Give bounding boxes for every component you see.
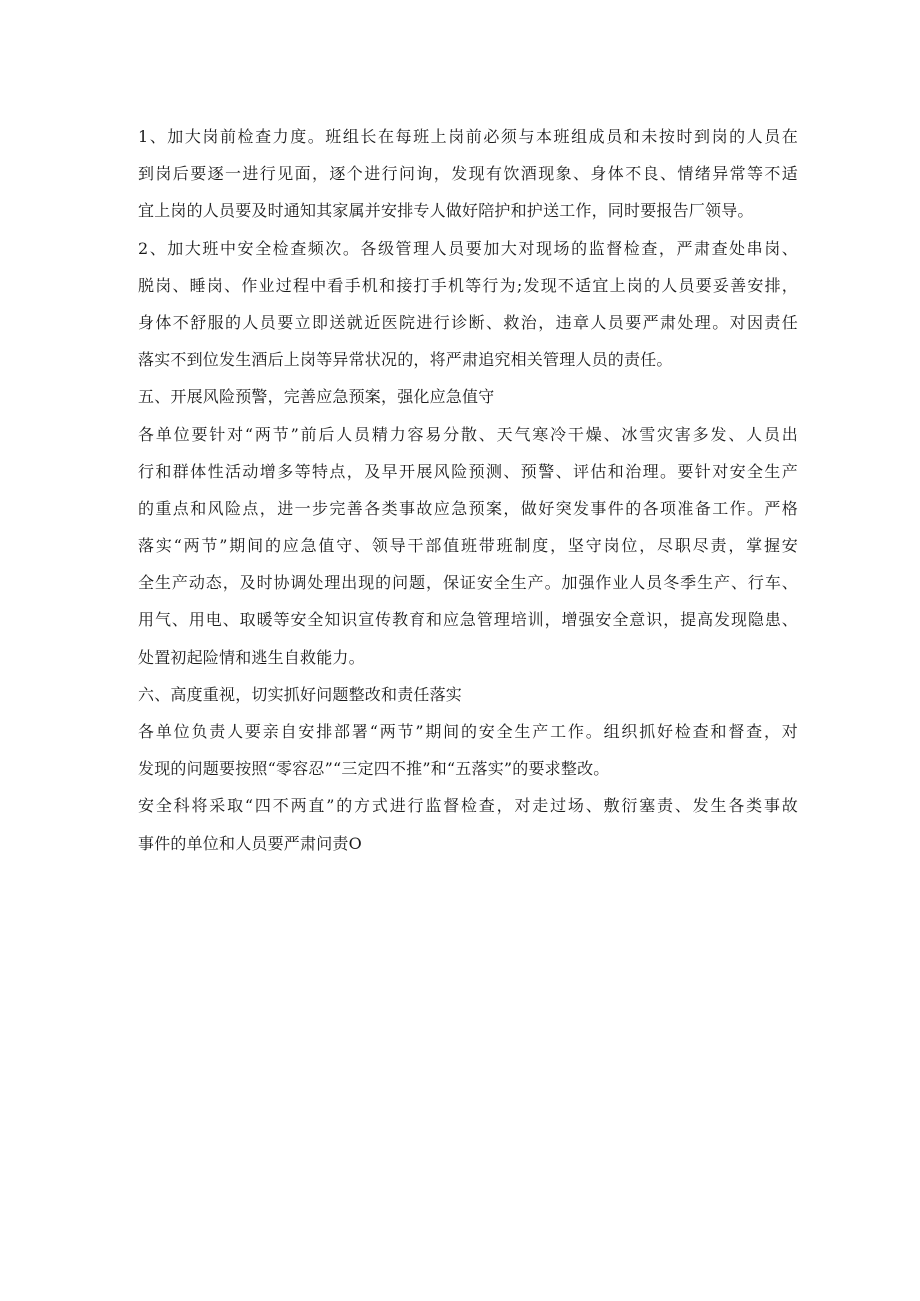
document-body (138, 118, 798, 862)
paragraph-4-line-1: 各单位负责人要亲自安排部署“两节”期间的安全生产工作。组织抓好检查和督查，对 (138, 722, 798, 741)
paragraph-1-line-3: 宜上岗的人员要及时通知其家属并安排专人做好陪护和护送工作，同时要报告厂领导。 (138, 201, 754, 221)
paragraph-3-line-4: 落实“两节”期间的应急值守、领导干部值班带班制度，坚守岗位，尽职尽责，掌握安 (138, 536, 798, 556)
paragraph-3-line-1: 各单位要针对“两节”前后人员精力容易分散、天气寒冷干燥、冰雪灾害多发、人员出 (138, 424, 798, 444)
paragraph-3-line-6: 用气、用电、取暖等安全知识宣传教育和应急管理培训，增强安全意识，提高发现隐患、 (138, 610, 798, 630)
paragraph-2-line-3: 身体不舒服的人员要立即送就近医院进行诊断、救治，违章人员要严肃处理。对因责任 (138, 312, 798, 332)
paragraph-3-line-7: 处置初起险情和逃生自救能力。 (138, 647, 365, 667)
paragraph-1-line-2: 到岗后要逐一进行见面，逐个进行问询，发现有饮酒现象、身体不良、情绪异常等不适 (138, 164, 798, 184)
section-heading-6: 六、高度重视，切实抓好问题整改和责任落实 (138, 684, 463, 704)
paragraph-2-line-2: 脱岗、睡岗、作业过程中看手机和接打手机等行为;发现不适宜上岗的人员要妥善安排， (138, 275, 798, 295)
paragraph-5-line-1: 安全科将采取“四不两直”的方式进行监督检查，对走过场、敷衍塞责、发生各类事故 (138, 796, 798, 816)
paragraph-1-line-1: 1、加大岗前检查力度。班组长在每班上岗前必须与本班组成员和未按时到岗的人员在 (138, 127, 798, 146)
section-heading-5: 五、开展风险预警，完善应急预案，强化应急值守 (138, 387, 495, 407)
paragraph-3-line-3: 的重点和风险点，进一步完善各类事故应急预案，做好突发事件的各项准备工作。严格 (138, 498, 798, 518)
paragraph-2-line-1: 2、加大班中安全检查频次。各级管理人员要加大对现场的监督检查，严肃查处串岗、 (138, 238, 798, 258)
paragraph-3-line-2: 行和群体性活动增多等特点，及早开展风险预测、预警、评估和治理。要针对安全生产 (138, 461, 798, 481)
paragraph-4-line-2: 发现的问题要按照“零容忍”“三定四不推”和“五落实”的要求整改。 (138, 759, 610, 779)
paragraph-5-line-2: 事件的单位和人员要严肃问责O (138, 833, 362, 853)
paragraph-2-line-4: 落实不到位发生酒后上岗等异常状况的，将严肃追究相关管理人员的责任。 (138, 350, 673, 370)
paragraph-3-line-5: 全生产动态，及时协调处理出现的问题，保证安全生产。加强作业人员冬季生产、行车、 (138, 573, 798, 593)
